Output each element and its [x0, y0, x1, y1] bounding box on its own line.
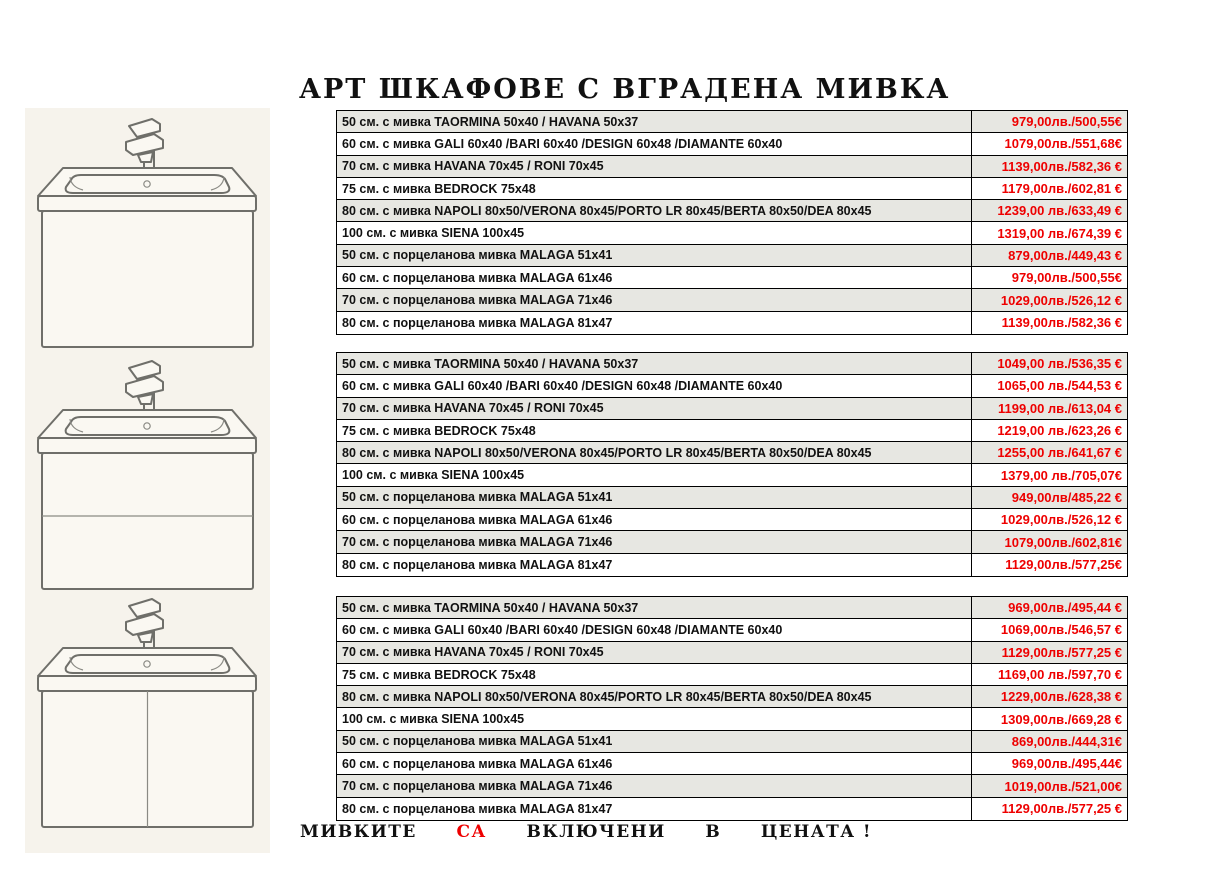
product-label: 80 см. с мивка NAPOLI 80x50/VERONA 80x45/PORTO LR 80x45/BERTA 80x50/DEA 80x45	[337, 442, 972, 463]
product-label: 70 см. с порцеланова мивка MALAGA 71x46	[337, 531, 972, 552]
price-value: 1309,00лв./669,28 €	[1000, 711, 1122, 727]
price-value: 1169,00 лв./597,70 €	[998, 667, 1122, 683]
product-label: 60 см. с порцеланова мивка MALAGA 61x46	[337, 509, 972, 530]
price-value: 949,00лв/485,22 €	[1011, 489, 1122, 505]
price-value: 969,00лв./495,44€	[1011, 756, 1122, 772]
price-value: 1029,00лв./526,12 €	[1000, 512, 1122, 528]
price-value: 1129,00лв./577,25 €	[1001, 801, 1122, 817]
table-row	[337, 267, 1127, 289]
table-row	[337, 642, 1127, 664]
table-row	[337, 686, 1127, 708]
table-row	[337, 312, 1127, 334]
table-row	[337, 619, 1127, 641]
footer-word: ВКЛЮЧЕНИ	[526, 822, 666, 842]
table-row	[337, 200, 1127, 222]
price-value: 1019,00лв./521,00€	[1004, 778, 1122, 794]
vanity-two-doors-icon	[25, 594, 270, 832]
product-label: 60 см. с мивка GALI 60x40 /BARI 60x40 /DESIGN 60x48 /DIAMANTE 60x40	[337, 133, 972, 154]
vanity-two-drawers-icon	[25, 356, 270, 594]
price-value: 1229,00лв./628,38 €	[1000, 689, 1122, 705]
product-label: 100 см. с мивка SIENA 100x45	[337, 464, 972, 485]
price-value: 1079,00лв./551,68€	[1004, 136, 1122, 152]
vanity-illustrations-panel	[25, 108, 270, 853]
price-value: 1129,00лв./577,25€	[1005, 557, 1122, 573]
table-row	[337, 664, 1127, 686]
table-row	[337, 375, 1127, 397]
table-row	[337, 245, 1127, 267]
product-label: 60 см. с порцеланова мивка MALAGA 61x46	[337, 753, 972, 774]
table-row	[337, 156, 1127, 178]
price-value: 879,00лв./449,43 €	[1008, 247, 1122, 263]
price-table-group-1	[336, 110, 1128, 335]
product-label: 70 см. с порцеланова мивка MALAGA 71x46	[337, 775, 972, 796]
table-row	[337, 178, 1127, 200]
product-label: 80 см. с мивка NAPOLI 80x50/VERONA 80x45/PORTO LR 80x45/BERTA 80x50/DEA 80x45	[337, 686, 972, 707]
table-row	[337, 798, 1127, 820]
product-label: 60 см. с мивка GALI 60x40 /BARI 60x40 /DESIGN 60x48 /DIAMANTE 60x40	[337, 619, 972, 640]
product-label: 70 см. с мивка HAVANA 70x45 / RONI 70x45	[337, 642, 972, 663]
table-row	[337, 509, 1127, 531]
table-row	[337, 531, 1127, 553]
table-row	[337, 420, 1127, 442]
product-label: 50 см. с порцеланова мивка MALAGA 51x41	[337, 731, 972, 752]
price-value: 1029,00лв./526,12 €	[1000, 292, 1122, 308]
product-label: 50 см. с порцеланова мивка MALAGA 51x41	[337, 245, 972, 266]
price-table-group-3	[336, 596, 1128, 821]
price-value: 1129,00лв./577,25 €	[1001, 644, 1122, 660]
product-label: 70 см. с мивка HAVANA 70x45 / RONI 70x45	[337, 156, 972, 177]
product-label: 80 см. с порцеланова мивка MALAGA 81x47	[337, 312, 972, 334]
table-row	[337, 289, 1127, 311]
product-label: 50 см. с мивка TAORMINA 50x40 / HAVANA 50x37	[337, 353, 972, 374]
table-row	[337, 353, 1127, 375]
price-value: 1319,00 лв./674,39 €	[997, 225, 1122, 241]
product-label: 75 см. с мивка BEDROCK 75x48	[337, 420, 972, 441]
product-label: 80 см. с мивка NAPOLI 80x50/VERONA 80x45/PORTO LR 80x45/BERTA 80x50/DEA 80x45	[337, 200, 972, 221]
footer-word: ЦЕНАТА !	[760, 822, 872, 842]
table-row	[337, 487, 1127, 509]
price-value: 1379,00 лв./705,07€	[1000, 467, 1122, 483]
table-row	[337, 464, 1127, 486]
product-label: 60 см. с мивка GALI 60x40 /BARI 60x40 /DESIGN 60x48 /DIAMANTE 60x40	[337, 375, 972, 396]
price-value: 969,00лв./495,44 €	[1008, 600, 1122, 616]
price-table-group-2	[336, 352, 1128, 577]
table-row	[337, 597, 1127, 619]
price-value: 869,00лв./444,31€	[1011, 733, 1122, 749]
price-value: 1199,00 лв./613,04 €	[998, 400, 1122, 416]
price-value: 1079,00лв./602,81€	[1004, 534, 1122, 550]
product-label: 70 см. с мивка HAVANA 70x45 / RONI 70x45	[337, 398, 972, 419]
price-value: 1255,00 лв./641,67 €	[997, 445, 1122, 461]
table-row	[337, 731, 1127, 753]
product-label: 60 см. с порцеланова мивка MALAGA 61x46	[337, 267, 972, 288]
price-value: 1139,00лв./582,36 €	[1001, 158, 1122, 174]
price-value: 1069,00лв./546,57 €	[1000, 622, 1122, 638]
product-label: 100 см. с мивка SIENA 100x45	[337, 708, 972, 729]
footer-word-highlight: СА	[456, 822, 487, 842]
table-row	[337, 775, 1127, 797]
table-row	[337, 554, 1127, 576]
price-value: 1065,00 лв./544,53 €	[997, 378, 1122, 394]
table-row	[337, 753, 1127, 775]
price-value: 1179,00лв./602,81 €	[1001, 181, 1122, 197]
table-row	[337, 442, 1127, 464]
page-title: АРТ ШКАФОВЕ С ВГРАДЕНА МИВКА	[299, 74, 951, 105]
table-row	[337, 111, 1127, 133]
footer-word: МИВКИТЕ	[300, 822, 417, 842]
vanity-single-front-icon	[25, 114, 270, 352]
product-label: 75 см. с мивка BEDROCK 75x48	[337, 178, 972, 199]
product-label: 100 см. с мивка SIENA 100x45	[337, 222, 972, 243]
price-value: 1239,00 лв./633,49 €	[997, 203, 1122, 219]
price-value: 1139,00лв./582,36 €	[1001, 315, 1122, 331]
product-label: 50 см. с мивка TAORMINA 50x40 / HAVANA 50x37	[337, 111, 972, 132]
product-label: 80 см. с порцеланова мивка MALAGA 81x47	[337, 554, 972, 576]
table-row	[337, 398, 1127, 420]
price-value: 1219,00 лв./623,26 €	[997, 423, 1122, 439]
price-value: 1049,00 лв./536,35 €	[997, 356, 1122, 372]
table-row	[337, 708, 1127, 730]
price-value: 979,00лв./500,55€	[1011, 114, 1122, 130]
product-label: 80 см. с порцеланова мивка MALAGA 81x47	[337, 798, 972, 820]
product-label: 50 см. с мивка TAORMINA 50x40 / HAVANA 50x37	[337, 597, 972, 618]
sinks-included-note	[300, 822, 872, 842]
table-row	[337, 222, 1127, 244]
footer-word: В	[705, 822, 722, 842]
price-value: 979,00лв./500,55€	[1011, 270, 1122, 286]
table-row	[337, 133, 1127, 155]
product-label: 70 см. с порцеланова мивка MALAGA 71x46	[337, 289, 972, 310]
product-label: 75 см. с мивка BEDROCK 75x48	[337, 664, 972, 685]
product-label: 50 см. с порцеланова мивка MALAGA 51x41	[337, 487, 972, 508]
